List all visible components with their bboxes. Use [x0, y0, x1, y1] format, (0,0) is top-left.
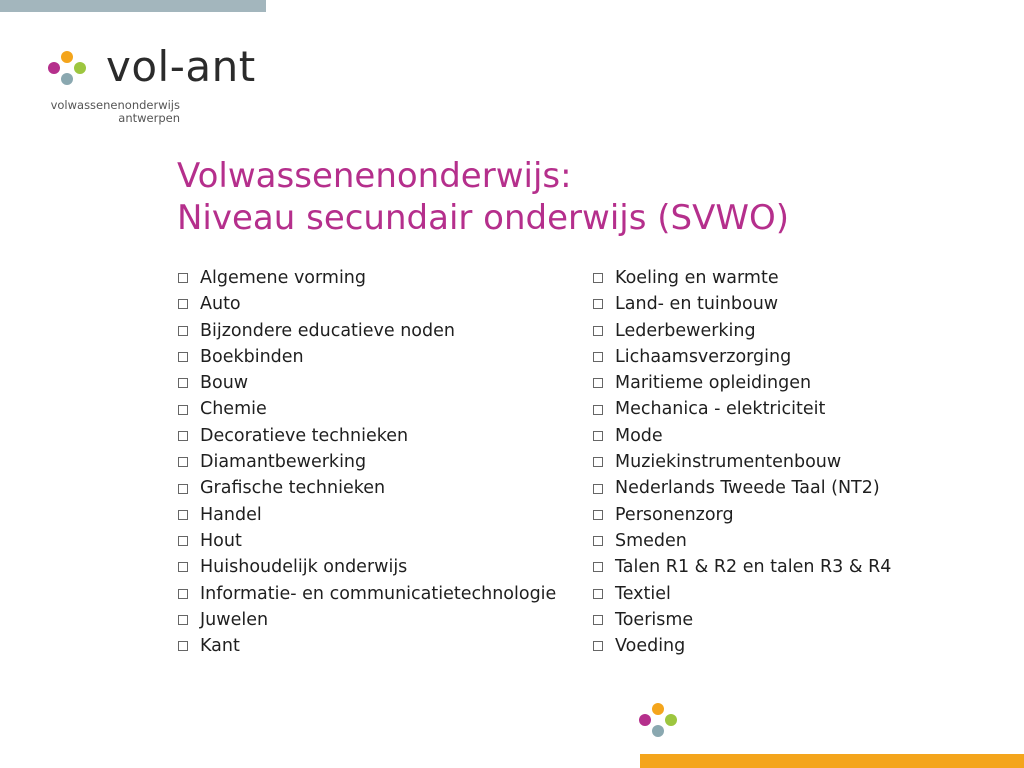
list-item [593, 396, 891, 422]
square-bullet-icon [593, 589, 603, 599]
list-item [593, 528, 891, 554]
list-item [178, 423, 556, 449]
title-line-1: Volwassenenonderwijs: [177, 156, 572, 196]
square-bullet-icon [593, 299, 603, 309]
list-item-label: Talen R1 & R2 en talen R3 & R4 [615, 557, 892, 578]
list-item [178, 265, 556, 291]
list-item [593, 318, 891, 344]
magenta-dot [639, 714, 651, 726]
list-item [178, 554, 556, 580]
list-item-label: Land- en tuinbouw [615, 294, 779, 315]
list-item-label: Hout [200, 530, 242, 551]
magenta-dot [48, 62, 60, 74]
square-bullet-icon [593, 431, 603, 441]
list-item [178, 318, 556, 344]
gray-dot [652, 725, 664, 737]
list-item-label: Auto [200, 294, 241, 315]
square-bullet-icon [178, 273, 188, 283]
green-dot [665, 714, 677, 726]
course-list-right [593, 265, 891, 659]
brand-subline-1: volwassenenonderwijs [50, 98, 180, 112]
square-bullet-icon [178, 457, 188, 467]
square-bullet-icon [593, 352, 603, 362]
brand-subline-2: antwerpen [118, 111, 180, 125]
list-item [178, 344, 556, 370]
square-bullet-icon [593, 457, 603, 467]
square-bullet-icon [593, 484, 603, 494]
list-item [178, 633, 556, 659]
list-item [178, 502, 556, 528]
list-item [178, 581, 556, 607]
square-bullet-icon [178, 589, 188, 599]
footer-dots-icon [637, 703, 681, 737]
square-bullet-icon [178, 536, 188, 546]
square-bullet-icon [593, 326, 603, 336]
square-bullet-icon [593, 510, 603, 520]
list-item [593, 554, 891, 580]
list-item-label: Koeling en warmte [615, 268, 779, 288]
list-item-label: Handel [200, 504, 262, 525]
square-bullet-icon [593, 641, 603, 651]
square-bullet-icon [593, 536, 603, 546]
list-item [593, 502, 891, 528]
brand-name: vol-ant [106, 42, 256, 91]
square-bullet-icon [593, 615, 603, 625]
list-item-label: Smeden [615, 530, 687, 551]
list-item-label: Textiel [615, 583, 671, 604]
square-bullet-icon [178, 562, 188, 572]
orange-dot [61, 51, 73, 63]
list-item [593, 291, 891, 317]
list-item-label: Decoratieve technieken [200, 425, 409, 446]
square-bullet-icon [593, 378, 603, 388]
list-item [593, 475, 891, 501]
list-item-label: Informatie- en communicatietechnologie [200, 583, 557, 604]
list-item-label: Chemie [200, 399, 267, 420]
course-list-left [178, 265, 556, 659]
list-item [178, 291, 556, 317]
list-item [593, 370, 891, 396]
square-bullet-icon [178, 510, 188, 520]
list-item [593, 607, 891, 633]
square-bullet-icon [178, 299, 188, 309]
list-item [178, 449, 556, 475]
orange-dot [652, 703, 664, 715]
title-line-2: Niveau secundair onderwijs (SVWO) [177, 198, 789, 238]
square-bullet-icon [593, 273, 603, 283]
gray-dot [61, 73, 73, 85]
square-bullet-icon [178, 352, 188, 362]
list-item-label: Toerisme [615, 609, 694, 630]
square-bullet-icon [593, 562, 603, 572]
square-bullet-icon [178, 326, 188, 336]
list-item [593, 423, 891, 449]
list-item-label: Mechanica - elektriciteit [615, 399, 826, 420]
list-item-label: Diamantbewerking [200, 452, 367, 473]
list-item [593, 633, 891, 659]
green-dot [74, 62, 86, 74]
logo-dots-icon [46, 50, 90, 84]
top-accent-bar [0, 0, 266, 12]
list-item-label: Muziekinstrumentenbouw [615, 452, 842, 473]
square-bullet-icon [178, 378, 188, 388]
list-item [178, 475, 556, 501]
list-item [178, 528, 556, 554]
square-bullet-icon [178, 641, 188, 651]
list-item-label: Juwelen [200, 609, 269, 630]
square-bullet-icon [178, 615, 188, 625]
square-bullet-icon [178, 431, 188, 441]
square-bullet-icon [593, 405, 603, 415]
list-item-label: Nederlands Tweede Taal (NT2) [615, 478, 880, 499]
list-item-label: Huishoudelijk onderwijs [200, 557, 408, 578]
list-item-label: Voeding [615, 636, 686, 657]
bottom-accent-bar [640, 754, 1024, 768]
list-item [178, 370, 556, 396]
list-item-label: Algemene vorming [200, 268, 367, 288]
list-item-label: Mode [615, 425, 663, 446]
list-item [178, 396, 556, 422]
list-item-label: Kant [200, 636, 240, 657]
list-item [593, 344, 891, 370]
list-item-label: Grafische technieken [200, 478, 386, 499]
list-item-label: Lederbewerking [615, 320, 756, 341]
page-title [177, 155, 997, 239]
list-item-label: Bouw [200, 373, 249, 394]
square-bullet-icon [178, 484, 188, 494]
list-item-label: Personenzorg [615, 504, 734, 525]
list-item-label: Bijzondere educatieve noden [200, 320, 455, 341]
list-item-label: Lichaamsverzorging [615, 346, 792, 367]
list-item [178, 607, 556, 633]
list-item [593, 449, 891, 475]
list-item [593, 581, 891, 607]
square-bullet-icon [178, 405, 188, 415]
list-item [593, 265, 891, 291]
list-item-label: Boekbinden [200, 346, 304, 367]
list-item-label: Maritieme opleidingen [615, 373, 812, 394]
